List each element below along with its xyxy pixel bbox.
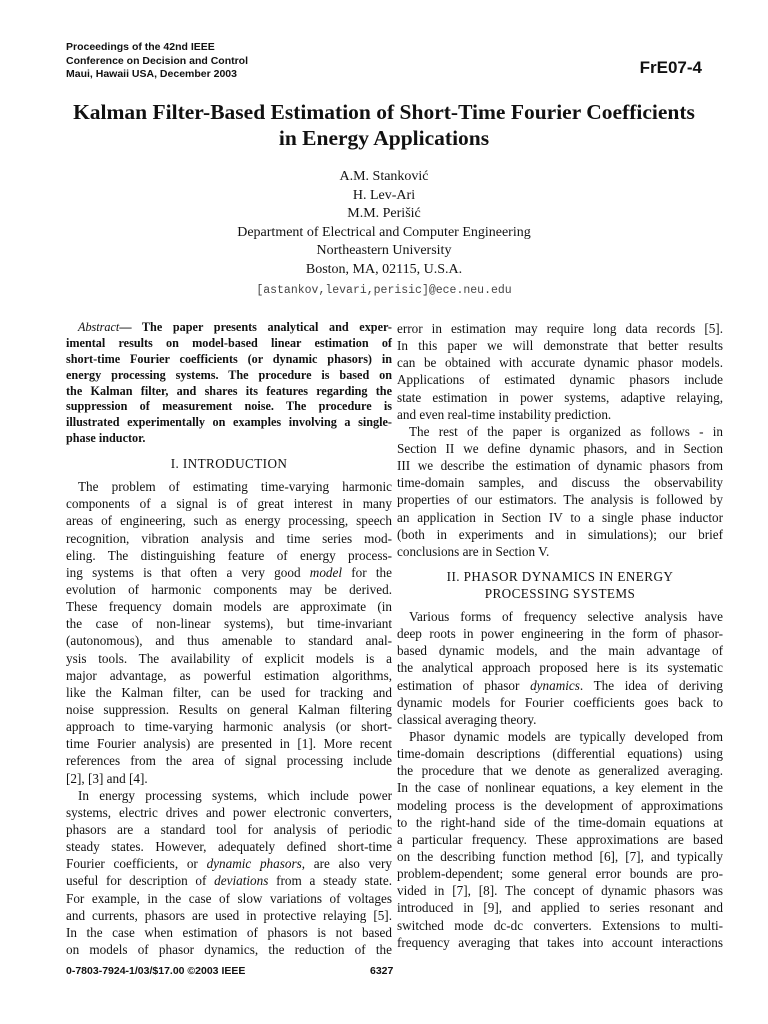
text-line: ysis tools. The availability of explicit models is a [66, 650, 392, 666]
text-line: to the right-hand side of the time-domain equations at [397, 814, 723, 830]
abstract-line [66, 320, 392, 336]
text-line [66, 872, 392, 889]
text-line: Applications of estimated dynamic phasors include [397, 372, 723, 388]
section-heading-text: PROCESSING SYSTEMS [484, 585, 636, 601]
text-line: introduced in [9], and applied to series resonant and [397, 900, 723, 916]
text-line: Phasor dynamic models are typically developed from [409, 728, 723, 744]
proceedings-header [66, 41, 316, 82]
text-line: switched mode dc-dc converters. Extensions to multi- [397, 917, 723, 933]
emphasis-text: model [309, 564, 343, 580]
author-email: [astankov,levari,perisic]@ece.neu.edu [256, 284, 512, 297]
text-line: the analytical approach proposed here is its systematic [397, 660, 723, 676]
abstract-line: illustrated experimentally on examples involving a single- [66, 415, 392, 430]
text-line: components of a signal is of great interest in many [66, 496, 392, 512]
text-line: The rest of the paper is organized as follows - in [409, 423, 723, 439]
text-span: Fourier coefficients, or [66, 856, 207, 872]
abstract-lead: Abstract [78, 320, 120, 334]
text-line [66, 564, 392, 581]
emphasis-text: deviations [214, 873, 269, 889]
text-line: and currents, phasors are used in protective relaying [5]. [66, 907, 392, 923]
author-name: A.M. Stanković [339, 169, 429, 184]
text-line: state estimation in power systems, adaptive relaying, [397, 389, 723, 405]
abstract-line: suppression of measurement noise. The procedure is [66, 399, 392, 414]
text-line: a particular frequency. These approximations are based [397, 831, 723, 847]
paragraph [397, 728, 723, 951]
text-line: an application in Section IV to a single phase inductor [397, 509, 723, 525]
text-line: error in estimation may require long data records [5]. [397, 321, 723, 336]
paragraph [66, 478, 392, 787]
text-span: estimation of phasor [397, 677, 531, 693]
paragraph [397, 608, 723, 728]
title-line: in Energy Applications [278, 126, 490, 150]
text-line: approach to time-varying harmonic analysis (or short- [66, 719, 392, 735]
proceedings-line: Proceedings of the 42nd IEEE [66, 41, 215, 53]
paper-title [40, 99, 728, 151]
text-line: In the case when estimation of phasors is not based [66, 924, 392, 940]
text-line: The problem of estimating time-varying harmonic [78, 479, 392, 495]
text-line: eling. The distinguishing feature of energy process- [66, 547, 392, 563]
text-line: problem-dependent; some general error bounds are pro- [397, 866, 723, 882]
text-line: In this paper we will demonstrate that better results [397, 338, 723, 354]
text-line: vided in [7], [8]. The concept of dynamic phasors was [397, 883, 723, 899]
text-line: For example, in the case of slow variations of voltages [66, 890, 392, 906]
affiliation-line: Boston, MA, 02115, U.S.A. [305, 261, 463, 277]
text-line: Section II we define dynamic phasors, and in Section [397, 440, 723, 456]
text-line: time Fourier analysis) are presented in [1]. More recent [66, 736, 392, 752]
left-column [66, 320, 392, 958]
text-span: useful for description of [66, 873, 215, 889]
right-column [397, 320, 723, 951]
affiliation-line: Northeastern University [316, 243, 452, 258]
text-line: the case of non-linear systems), but time-invariant [66, 616, 392, 632]
emphasis-text: dynamic phasors [206, 856, 302, 872]
text-line: like the Kalman filter, can be used for tracking and [66, 684, 392, 700]
text-line: phasors are a standard tool for analysis of periodic [66, 821, 392, 837]
author-name: H. Lev-Ari [352, 187, 416, 203]
abstract-line: energy processing systems. The procedure is based on [66, 367, 392, 382]
abstract-line: imental results on model-based linear estimation of [66, 335, 392, 350]
text-line: and even real-time instability prediction. [397, 406, 612, 422]
text-line: evolution of harmonic components may be derived. [66, 581, 392, 597]
text-line: references from the area of signal processing include [66, 753, 392, 769]
text-line: III we describe the estimation of dynamic phasors from [397, 458, 723, 474]
text-span: — The paper presents analytical and exper- [119, 320, 392, 334]
affiliation-line: Department of Electrical and Computer Engineering [237, 224, 531, 240]
text-span: ing systems is that often a very good [66, 564, 310, 580]
text-span: . The idea of deriving [579, 677, 723, 693]
abstract [66, 320, 392, 447]
abstract-line: short-time Fourier coefficients (or dynamic phasors) in [66, 351, 392, 366]
text-line: major advantage, as powerful estimation algorithms, [66, 667, 392, 683]
text-line: based dynamic models, and the main advantage of [397, 643, 723, 659]
text-line: (autonomous), and thus amenable to standard anal- [66, 633, 392, 649]
page-number: 6327 [370, 965, 394, 977]
abstract-line: phase inductor. [66, 431, 146, 446]
section-heading-phasor-dynamics [397, 568, 723, 602]
text-line: Various forms of frequency selective analysis have [409, 608, 723, 624]
paragraph [66, 787, 392, 958]
text-line: areas of engineering, such as energy processing, speech [66, 513, 392, 529]
paragraph [397, 320, 723, 423]
text-line: the procedure that we denote as generalized averaging. [397, 763, 723, 779]
text-line: classical averaging theory. [397, 711, 537, 727]
text-line [66, 855, 392, 872]
author-name: M.M. Perišić [347, 206, 421, 221]
text-line: deep roots in power engineering in the form of phasor- [397, 626, 723, 642]
abstract-line: the Kalman filter, and shares its features regarding the [66, 383, 392, 398]
text-line: steady states. However, adequately defined short-time [66, 839, 392, 855]
text-line: dynamic models for Fourier coefficients goes back to [397, 694, 723, 710]
text-line: recognition, vibration analysis and time series mod- [66, 530, 392, 546]
emphasis-text: dynamics [530, 677, 580, 693]
text-span: from a steady state. [268, 873, 392, 889]
text-line: systems, electric drives and power electronic converters, [66, 804, 392, 820]
text-line: noise suppression. Results on general Kalman filtering [66, 701, 392, 717]
text-line: time-domain samples, and discuss the observability [397, 475, 723, 491]
text-line: on models of phasor dynamics, the reduction of the [66, 941, 392, 957]
text-line: properties of our estimators. The analysis is followed by [397, 492, 723, 508]
text-line: (both in experiments and in simulations); our brief [397, 526, 723, 542]
session-code: FrE07-4 [639, 58, 702, 77]
text-span: for the [342, 564, 392, 580]
text-span: , are also very [301, 856, 393, 872]
text-line: on the describing function method [6], [7], and typically [397, 848, 723, 864]
text-line: can be obtained with accurate dynamic phasor models. [397, 355, 723, 371]
text-line: modeling process is the development of approximations [397, 797, 723, 813]
proceedings-line: Conference on Decision and Control [66, 54, 249, 67]
text-line: In energy processing systems, which include power [78, 787, 392, 803]
copyright-notice: 0-7803-7924-1/03/$17.00 ©2003 IEEE [66, 965, 246, 977]
proceedings-line: Maui, Hawaii USA, December 2003 [66, 68, 237, 80]
text-line: [2], [3] and [4]. [66, 770, 148, 786]
text-line [397, 677, 723, 694]
text-line: In the case of nonlinear equations, a key element in the [397, 780, 723, 796]
section-heading-introduction [66, 455, 392, 472]
text-line: frequency averaging that takes into account interactions [397, 934, 723, 950]
text-line: conclusions are in Section V. [397, 543, 550, 559]
text-line: time-domain descriptions (differential equations) using [397, 746, 723, 762]
text-line: These frequency domain models are approximate (in [66, 599, 392, 615]
paragraph [397, 423, 723, 560]
section-heading-text: I. INTRODUCTION [170, 456, 288, 472]
author-block [40, 168, 728, 301]
title-line: Kalman Filter-Based Estimation of Short-Time Fourier Coefficients [73, 100, 695, 124]
section-heading-text: II. PHASOR DYNAMICS IN ENERGY [446, 568, 674, 584]
